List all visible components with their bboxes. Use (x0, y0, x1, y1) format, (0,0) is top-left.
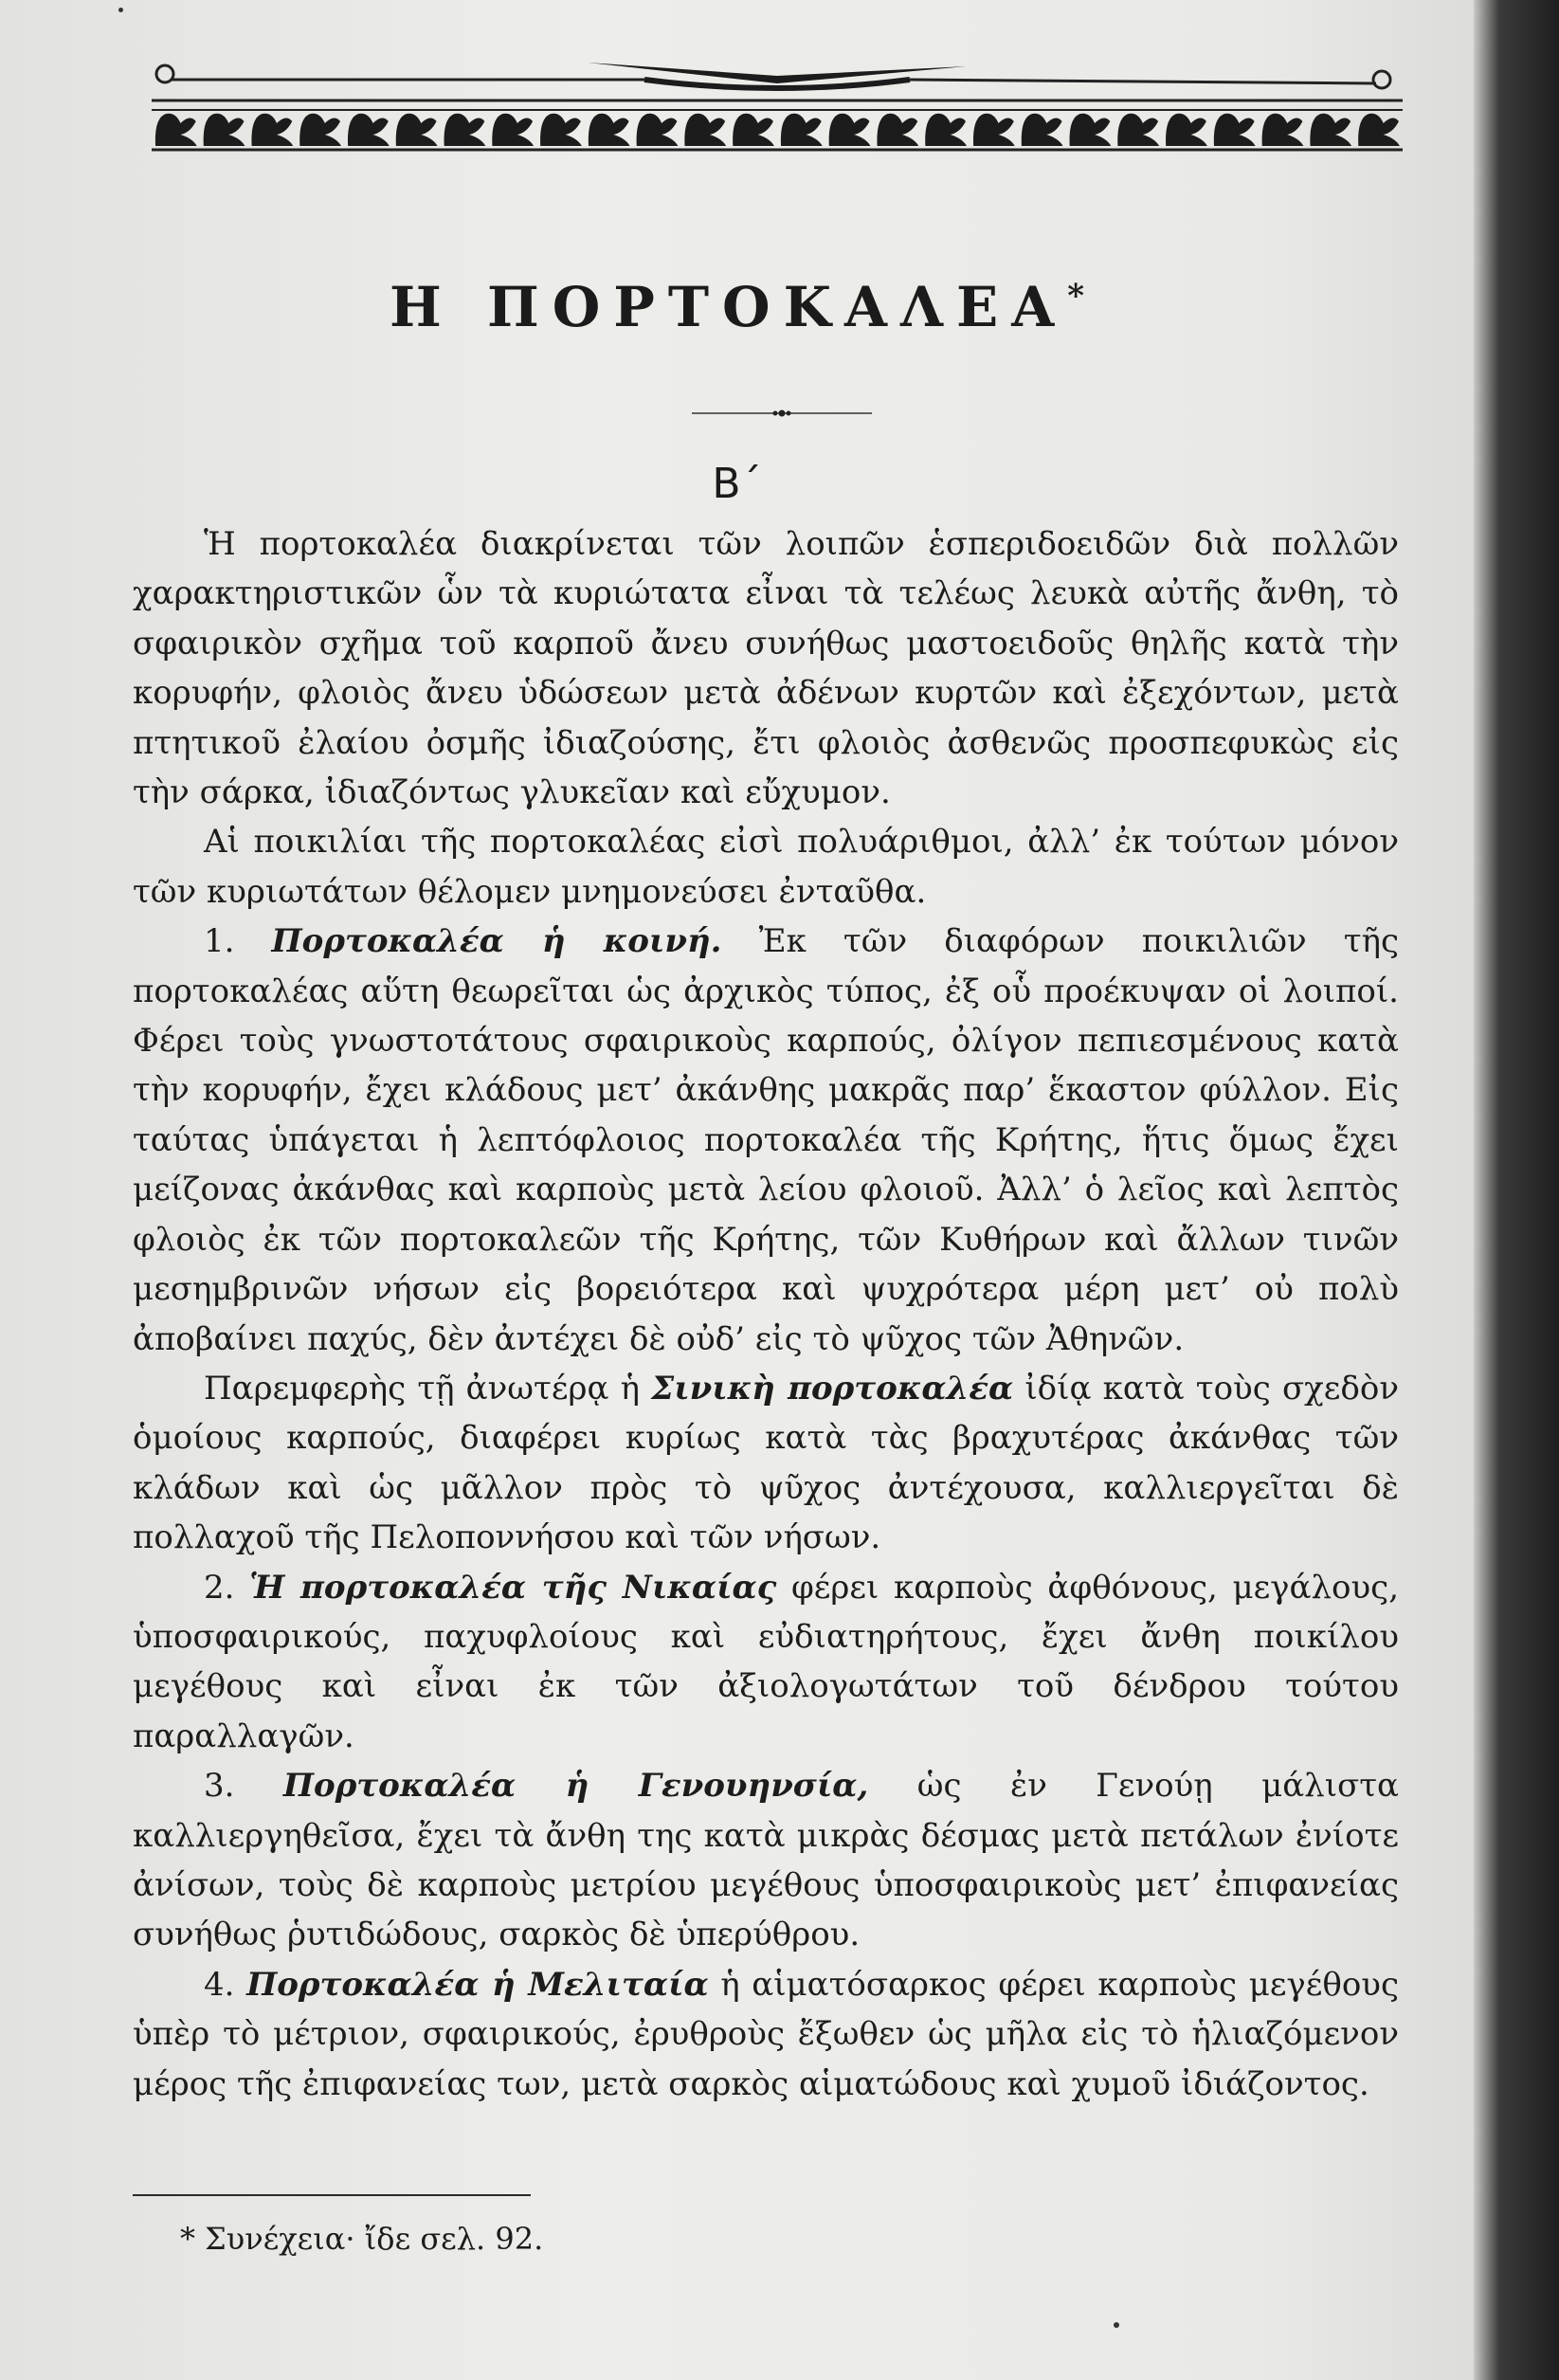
footnote: * Συνέχεια· ἴδε σελ. 92. (180, 2221, 544, 2257)
palmette-ornament (492, 114, 534, 146)
title-text: Η ΠΟΡΤΟΚΑΛΕΑ (390, 275, 1068, 339)
palmette-ornament (1214, 114, 1256, 146)
variety-text: φέρει καρποὺς ἀφθόνους, μεγάλους, ὑποσφαιρικούς, παχυφλοίους καὶ εὐδιατηρήτους, ἔχει ἄνθη ποικίλου μεγέθους καὶ εἶναι ἐκ τῶν ἀξιολογωτάτων τοῦ δένδρου τούτου παραλλαγῶν. (133, 1568, 1400, 1755)
paragraph-variety-1 (133, 917, 1399, 1364)
paragraph-lead: Παρεμφερὴς τῇ ἀνωτέρᾳ ἡ (204, 1369, 640, 1408)
palmette-ornament (1358, 114, 1400, 146)
palmette-ornament (299, 114, 341, 146)
variety-number: 1. (204, 922, 235, 961)
palmette-ornament (637, 114, 679, 146)
paragraph-variety-4 (133, 1960, 1399, 2109)
print-speck (118, 8, 123, 12)
palmette-ornament (1117, 114, 1159, 146)
palmette-ornament (973, 114, 1015, 146)
section-number: Β΄ (712, 460, 762, 508)
variety-text: ἰδίᾳ κατὰ τοὺς σχεδὸν ὁμοίους καρπούς, διαφέρει κυρίως κατὰ τὰς βραχυτέρας ἀκάνθας τῶν κλάδων καὶ ὡς μᾶλλον πρὸς τὸ ψῦχος ἀντέχουσα, καλλιεργεῖται δὲ πολλαχοῦ τῆς Πελοποννήσου καὶ τῶν νήσων. (133, 1369, 1399, 1557)
variety-text: Ἐκ τῶν διαφόρων ποικιλιῶν τῆς πορτοκαλέας αὕτη θεωρεῖται ὡς ἀρχικὸς τύπος, ἐξ οὗ προέκυψαν οἱ λοιποί. Φέρει τοὺς γνωστοτάτους σφαιρικοὺς καρπούς, ὀλίγον πεπιεσμένους κατὰ τὴν κορυφήν, ἔχει κλάδους μετ’ ἀκάνθης μακρᾶς παρ’ ἕκαστον φύλλον. Εἰς ταύτας ὑπάγεται ἡ λεπτόφλοιος πορτοκαλέα τῆς Κρήτης, ἥτις ὅμως ἔχει μείζονας ἀκάνθας καὶ καρποὺς μετὰ λείου φλοιοῦ. Ἀλλ’ ὁ λεῖος καὶ λεπτὸς φλοιὸς ἐκ τῶν πορτοκαλεῶν τῆς Κρήτης, τῶν Κυθήρων καὶ ἄλλων τινῶν μεσημβρινῶν νήσων εἰς βορειότερα καὶ ψυχρότερα μέρη μετ’ οὐ πολὺ ἀποβαίνει παχύς, δὲν ἀντέχει δὲ οὐδ’ εἰς τὸ ψῦχος τῶν Ἀθηνῶν. (133, 922, 1399, 1358)
footnote-divider (133, 2194, 531, 2196)
variety-name: Πορτοκαλέα ἡ Μελιταία (246, 1965, 709, 2004)
palmette-ornament (829, 114, 871, 146)
title-footnote-mark: * (1067, 277, 1084, 316)
palmette-ornament (781, 114, 823, 146)
palmette-ornament (877, 114, 918, 146)
paragraph-varieties: Αἱ ποικιλίαι τῆς πορτοκαλέας εἰσὶ πολυάριθμοι, ἀλλ’ ἐκ τούτων μόνον τῶν κυριωτάτων θέλομεν μνημονεύσει ἐνταῦθα. (133, 823, 1399, 911)
palmette-ornament (733, 114, 774, 146)
palmette-ornament (204, 114, 245, 146)
variety-name: Πορτοκαλέα ἡ κοινή. (271, 922, 722, 961)
paragraph-intro: Ἡ πορτοκαλέα διακρίνεται τῶν λοιπῶν ἑσπεριδοειδῶν διὰ πολλῶν χαρακτηριστικῶν ὧν τὰ κυριώτατα εἶναι τὰ τελέως λευκὰ αὐτῆς ἄνθη, τὸ σφαιρικὸν σχῆμα τοῦ καρποῦ ἄνευ συνήθως μαστοειδοῦς θηλῆς κατὰ τὴν κορυφήν, φλοιὸς ἄνευ ὑδώσεων μετὰ ἀδένων κυρτῶν καὶ ἐξεχόντων, μετὰ πτητικοῦ ἐλαίου ὀσμῆς ἰδιαζούσης, ἔτι φλοιὸς ἀσθενῶς προσπεφυκὼς εἰς τὴν σάρκα, ἰδιαζόντως γλυκεῖαν καὶ εὔχυμον. (133, 525, 1399, 812)
article-title (0, 275, 1474, 339)
page-edge (1474, 0, 1559, 2380)
article-body (133, 519, 1399, 2109)
ornamental-header (152, 55, 1403, 159)
palmette-ornament (589, 114, 630, 146)
palmette-ornament (540, 114, 582, 146)
palmette-ornament (444, 114, 486, 146)
variety-number: 3. (204, 1767, 235, 1806)
palmette-ornament (155, 114, 197, 146)
palmette-ornament (925, 114, 967, 146)
variety-name: Σινικὴ πορτοκαλέα (651, 1369, 1014, 1408)
variety-text: ἡ αἱματόσαρκος φέρει καρποὺς μεγέθους ὑπὲρ τὸ μέτριον, σφαιρικούς, ἐρυθροὺς ἔξωθεν ὡς μῆλα εἰς τὸ ἡλιαζόμενον μέρος τῆς ἐπιφανείας των, μετὰ σαρκὸς αἱματώδους καὶ χυμοῦ ἰδιάζοντος. (133, 1965, 1400, 2103)
palmette-ornament (1070, 114, 1112, 146)
palmette-ornament (1022, 114, 1063, 146)
palmette-ornament (251, 114, 293, 146)
palmette-ornament (684, 114, 726, 146)
palmette-ornament (1262, 114, 1304, 146)
palmette-ornament (348, 114, 390, 146)
variety-number: 4. (204, 1965, 235, 2004)
variety-name: Πορτοκαλέα ἡ Γενουηνσία, (282, 1767, 869, 1806)
variety-text: ὡς ἐν Γενούῃ μάλιστα καλλιεργηθεῖσα, ἔχει τὰ ἄνθη της κατὰ μικρὰς δέσμας μετὰ πετάλων ἐνίοτε ἀνίσων, τοὺς δὲ καρποὺς μετρίου μεγέθους ὑποσφαιρικοὺς μετ’ ἐπιφανείας συνήθως ῥυτιδώδους, σαρκὸς δὲ ὑπερύθρου. (133, 1767, 1400, 1954)
paragraph-variety-2 (133, 1563, 1399, 1762)
palmette-ornament (1166, 114, 1207, 146)
paragraph-chinese-orange (133, 1364, 1399, 1563)
variety-number: 2. (204, 1568, 235, 1607)
print-speck (1114, 2322, 1119, 2328)
palmette-ornament (1310, 114, 1351, 146)
variety-name: Ἡ πορτοκαλέα τῆς Νικαίας (249, 1568, 777, 1607)
title-divider (692, 408, 872, 419)
paragraph-variety-3 (133, 1761, 1399, 1960)
palmette-ornament (396, 114, 438, 146)
